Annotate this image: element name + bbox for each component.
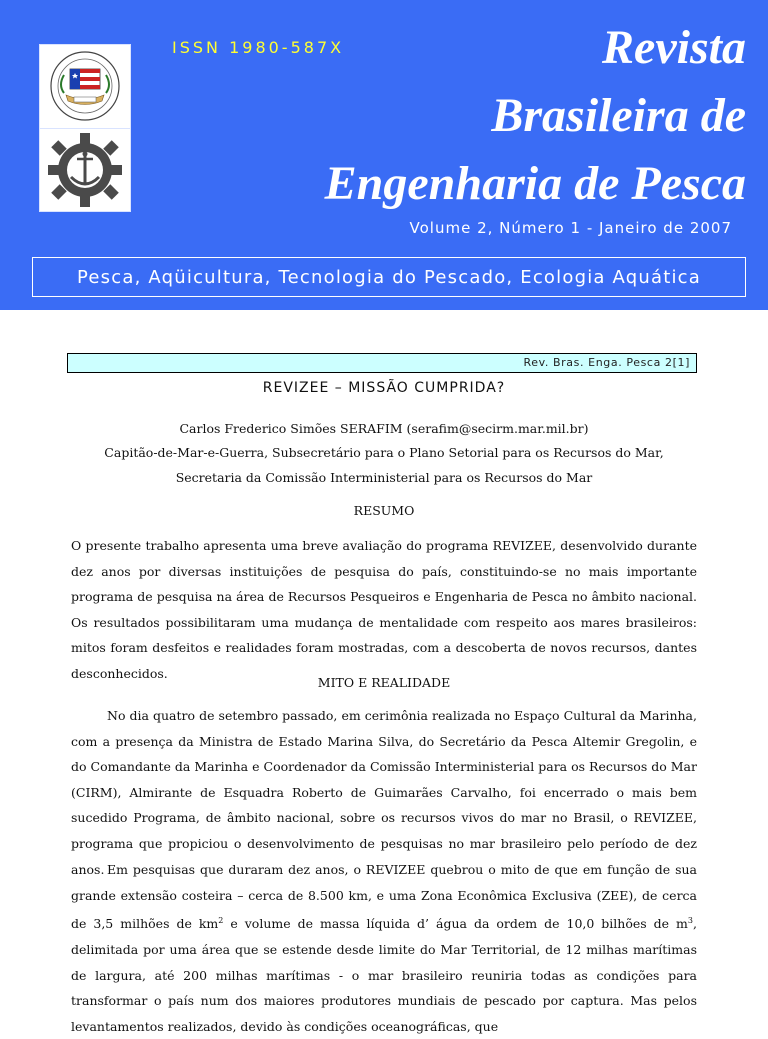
author-line: Carlos Frederico Simões SERAFIM (serafim@secirm.mar.mil.br): [179, 421, 589, 436]
affiliation-line1: Capitão-de-Mar-e-Guerra, Subsecretário para o Plano Setorial para os Recursos do Mar,: [104, 445, 664, 460]
journal-header: [0, 0, 768, 310]
body-paragraph-2-part3: , delimitada por uma área que se estende desde limite do Mar Territorial, de 12 milhas marítimas de largura, até 200 milhas marítimas - o mar brasileiro reuniria todas as condições para transformar o país num dos maiores produtores mundiais de pescado por captura. Mas pelos levantamentos realizados, devido às condições oceanográficas, que: [71, 916, 697, 1034]
university-seal-icon: [40, 45, 130, 129]
journal-title-line2: Brasileira de: [491, 89, 746, 142]
volume-issue-label: Volume 2, Número 1 - Janeiro de 2007: [409, 219, 732, 237]
body-paragraph-2: [71, 857, 697, 1039]
superscript-3: 3: [687, 916, 694, 926]
subject-text: Pesca, Aqüicultura, Tecnologia do Pescado, Ecologia Aquática: [77, 267, 701, 288]
article-title: REVIZEE – MISSÃO CUMPRIDA?: [262, 380, 506, 396]
superscript-2: 2: [218, 916, 224, 926]
journal-title-line3: Engenharia de Pesca: [324, 157, 746, 210]
citation-bar: [67, 353, 697, 373]
abstract-heading: RESUMO: [353, 503, 415, 518]
issn-label: ISSN 1980-587X: [172, 38, 345, 57]
logo-panel: [39, 44, 131, 212]
body-paragraph-1: No dia quatro de setembro passado, em cerimônia realizada no Espaço Cultural da Marinha, com a presença da Ministra de Estado Marina Silva, do Secretário da Pesca Altemir Gregolin, e do Comandante da Marinha e Coordenador da Comissão Interministerial para os Recursos do Mar (CIRM), Almirante de Esquadra Roberto de Guimarães Carvalho, foi encerrado o mais bem sucedido Programa, de âmbito nacional, sobre os recursos vivos do mar no Brasil, o REVIZEE, programa que propiciou o desenvolvimento de pesquisas no mar brasileiro pelo período de dez anos.: [71, 708, 697, 877]
subject-banner: [32, 257, 746, 297]
abstract-paragraph: O presente trabalho apresenta uma breve avaliação do programa REVIZEE, desenvolvido durante dez anos por diversas instituições de pesquisa do país, constituindo-se no mais importante programa de pesquisa na área de Recursos Pesqueiros e Engenharia de Pesca no âmbito nacional. Os resultados possibilitaram uma mudança de mentalidade com respeito aos mares brasileiros: mitos foram desfeitos e realidades foram mostradas, com a descoberta de novos recursos, dantes desconhecidos.: [71, 538, 697, 681]
body-paragraph-2-part1: Em pesquisas que duraram dez anos, o REVIZEE quebrou o mito de que em função de sua grande extensão costeira – cerca de 8.500 km, e uma Zona Econômica Exclusiva (ZEE), de cerca de 3,5 milhões de km: [71, 862, 697, 932]
section-heading: MITO E REALIDADE: [317, 675, 451, 690]
citation-text: Rev. Bras. Enga. Pesca 2[1]: [523, 356, 690, 369]
body-paragraph-2-part2: e volume de massa líquida d’ água da ordem de 10,0 bilhões de m: [223, 916, 688, 932]
journal-title-line1: Revista: [602, 21, 746, 74]
gear-anchor-icon: [40, 129, 130, 211]
affiliation-line2: Secretaria da Comissão Interministerial para os Recursos do Mar: [175, 470, 593, 485]
